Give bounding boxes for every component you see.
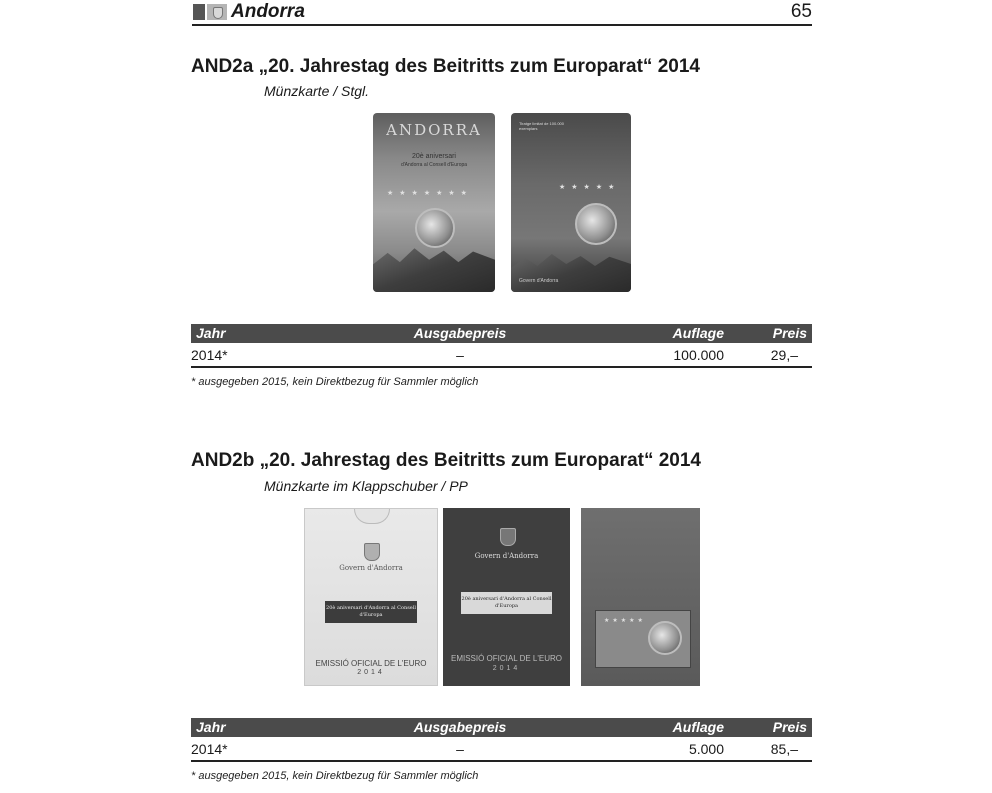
footnote-and2b: * ausgegeben 2015, kein Direktbezug für Sammler möglich bbox=[191, 770, 479, 782]
stars-icon: ★★★★★★★ bbox=[387, 190, 473, 197]
cell-year: 2014* bbox=[191, 741, 228, 757]
col-mintage: Auflage bbox=[672, 719, 724, 735]
section-subtitle-and2b: Münzkarte im Klappschuber / PP bbox=[264, 478, 468, 494]
section-title-and2b: AND2b „20. Jahrestag des Beitritts zum Europarat“ 2014 bbox=[191, 450, 702, 471]
page-number: 65 bbox=[790, 1, 812, 22]
table-row bbox=[191, 347, 812, 365]
col-price: Preis bbox=[772, 325, 807, 341]
card-wordmark: ANDORRA bbox=[386, 121, 482, 139]
folder-tab bbox=[354, 509, 390, 524]
cell-price: 29,– bbox=[770, 347, 798, 363]
folder-dark-plaque: 20è aniversari d'Andorra al Consell d'Europa bbox=[461, 592, 552, 614]
table-divider bbox=[191, 366, 812, 368]
col-year: Jahr bbox=[196, 325, 226, 341]
folder-plaque: 20è aniversari d'Andorra al Consell d'Europa bbox=[325, 601, 417, 623]
coin-card-front-photo bbox=[373, 113, 495, 292]
table-header bbox=[191, 324, 812, 343]
col-price: Preis bbox=[772, 719, 807, 735]
cell-year: 2014* bbox=[191, 347, 228, 363]
coin-card-back-photo bbox=[511, 113, 631, 292]
coin-icon bbox=[575, 203, 617, 245]
folder-dark-year: 2014 bbox=[492, 665, 521, 672]
card-back-text: Tiratge limitat de 100.000 exemplars bbox=[519, 121, 564, 131]
mountains-image bbox=[373, 246, 495, 292]
coin-card-insert bbox=[595, 610, 691, 668]
section-subtitle-and2a: Münzkarte / Stgl. bbox=[264, 83, 370, 99]
stars-icon: ★★★★★ bbox=[559, 184, 621, 191]
section-title-and2a: AND2a „20. Jahrestag des Beitritts zum Europarat“ 2014 bbox=[191, 56, 700, 77]
card-line2: d'Andorra al Consell d'Europa bbox=[400, 162, 468, 168]
country-name: Andorra bbox=[231, 1, 305, 22]
cell-mintage: 100.000 bbox=[673, 347, 724, 363]
card-back-gov: Govern d'Andorra bbox=[519, 278, 559, 284]
footnote-and2a: * ausgegeben 2015, kein Direktbezug für Sammler möglich bbox=[191, 376, 479, 388]
col-year: Jahr bbox=[196, 719, 226, 735]
mountains-image bbox=[511, 252, 631, 292]
coin-icon bbox=[648, 621, 682, 655]
folder-open-photo bbox=[581, 508, 700, 686]
table-header bbox=[191, 718, 812, 737]
cell-issue-price: – bbox=[456, 347, 464, 363]
country-flag-icon bbox=[193, 4, 227, 20]
folder-emission: EMISSIÓ OFICIAL DE L'EURO bbox=[315, 659, 427, 668]
table-divider bbox=[191, 760, 812, 762]
folder-gov: Govern d'Andorra bbox=[339, 564, 403, 572]
cell-mintage: 5.000 bbox=[688, 741, 724, 757]
folder-dark-photo bbox=[443, 508, 570, 686]
folder-dark-emission: EMISSIÓ OFICIAL DE L'EURO bbox=[450, 654, 563, 663]
coat-of-arms-icon bbox=[500, 528, 516, 546]
header-divider bbox=[192, 24, 812, 26]
col-issue-price: Ausgabepreis bbox=[413, 719, 507, 735]
coin-icon bbox=[415, 208, 455, 248]
card-line1: 20è aniversari bbox=[412, 153, 456, 160]
col-issue-price: Ausgabepreis bbox=[413, 325, 507, 341]
cell-issue-price: – bbox=[456, 741, 464, 757]
folder-dark-gov: Govern d'Andorra bbox=[474, 552, 539, 560]
coat-of-arms-icon bbox=[364, 543, 380, 561]
cell-price: 85,– bbox=[770, 741, 798, 757]
stars-icon: ★★★★★ bbox=[604, 618, 646, 624]
folder-cover-photo bbox=[304, 508, 438, 686]
table-row bbox=[191, 741, 812, 759]
folder-year: 2014 bbox=[357, 669, 385, 676]
col-mintage: Auflage bbox=[672, 325, 724, 341]
